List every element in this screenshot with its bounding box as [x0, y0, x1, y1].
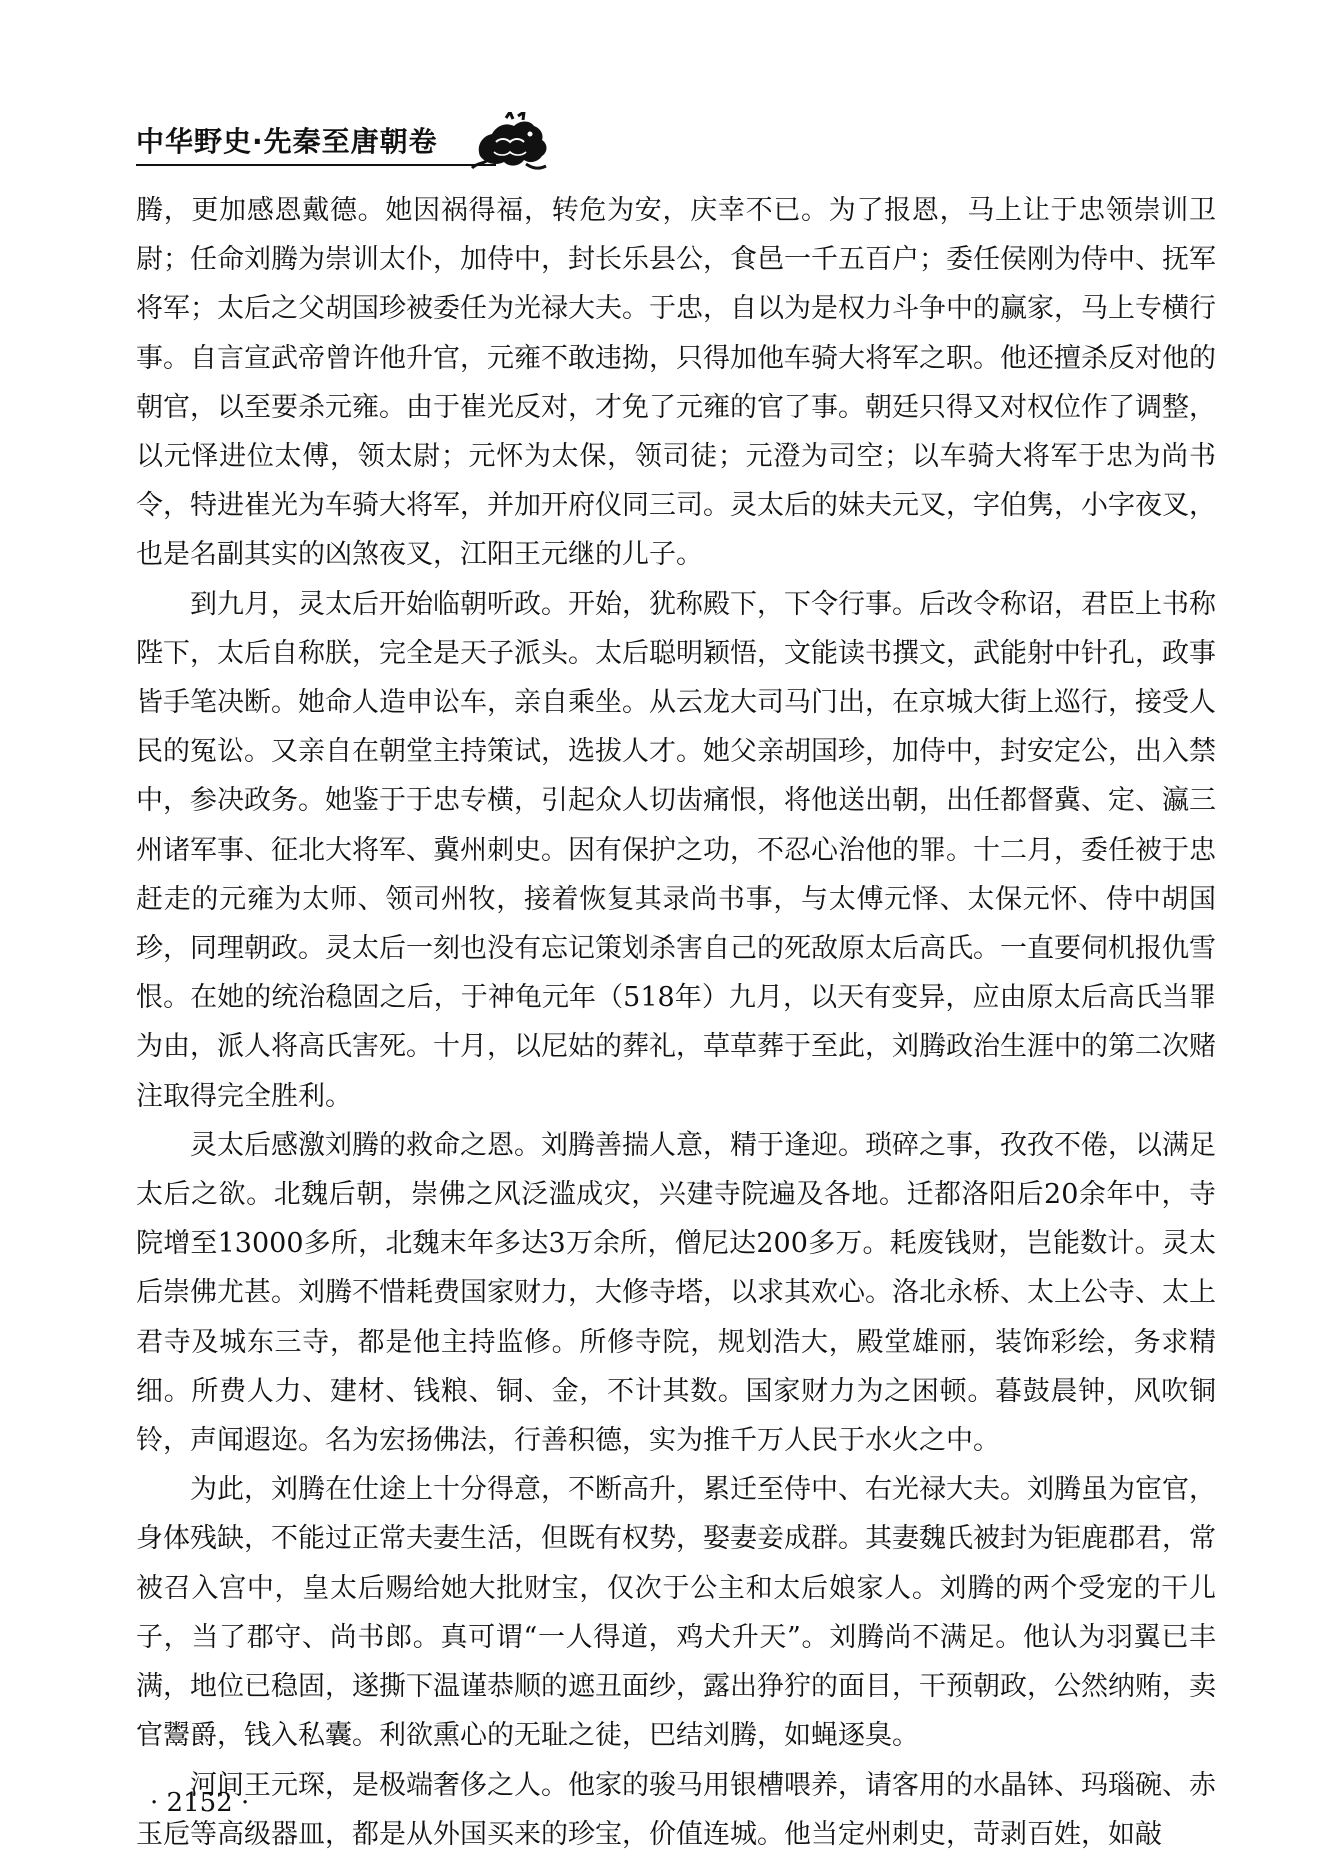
paragraph: 为此，刘腾在仕途上十分得意，不断高升，累迁至侍中、右光禄大夫。刘腾虽为宦官，身体残缺，不能过正常夫妻生活，但既有权势，娶妻妾成群。其妻魏氏被封为钜鹿郡君，常被召入宫中，皇太后赐给她大批财宝，仅次于公主和太后娘家人。刘腾的两个受宠的干儿子，当了郡守、尚书郎。真可谓“一人得道，鸡犬升天”。刘腾尚不满足。他认为羽翼已丰满，地位已稳固，遂撕下温谨恭顺的遮丑面纱，露出狰狞的面目，干预朝政，公然纳贿，卖官鬻爵，钱入私囊。利欲熏心的无耻之徒，巴结刘腾，如蝇逐臭。	[136, 1474, 1216, 1752]
paragraph: 河间王元琛，是极端奢侈之人。他家的骏马用银槽喂养，请客用的水晶钵、玛瑙碗、赤玉卮等高级器皿，都是从外国买来的珍宝，价值连城。他当定州刺史，苛剥百姓，如敲	[136, 1769, 1216, 1850]
paragraph: 腾，更加感恩戴德。她因祸得福，转危为安，庆幸不已。为了报恩，马上让于忠领崇训卫尉；任命刘腾为崇训太仆，加侍中，封长乐县公，食邑一千五百户；委任侯刚为侍中、抚军将军；太后之父胡国珍被委任为光禄大夫。于忠，自以为是权力斗争中的赢家，马上专横行事。自言宣武帝曾许他升官，元雍不敢违拗，只得加他车骑大将军之职。他还擅杀反对他的朝官，以至要杀元雍。由于崔光反对，才免了元雍的官了事。朝廷只得又对权位作了调整，以元怿进位太傅，领太尉；元怀为太保，领司徒；元澄为司空；以车骑大将军于忠为尚书令，特进崔光为车骑大将军，并加开府仪同三司。灵太后的妹夫元叉，字伯隽，小字夜叉，也是名副其实的凶煞夜叉，江阳王元继的儿子。	[136, 195, 1216, 571]
dragon-icon	[466, 112, 550, 174]
page-number: · 2152 ·	[150, 1788, 250, 1818]
running-header	[136, 112, 556, 162]
book-title: 中华野史·先秦至唐朝卷	[136, 125, 438, 158]
main-text	[136, 186, 1216, 1859]
paragraph: 灵太后感激刘腾的救命之恩。刘腾善揣人意，精于逢迎。琐碎之事，孜孜不倦，以满足太后之欲。北魏后朝，崇佛之风泛滥成灾，兴建寺院遍及各地。迁都洛阳后20余年中，寺院增至13000多所，北魏末年多达3万余所，僧尼达200多万。耗废钱财，岂能数计。灵太后崇佛尤甚。刘腾不惜耗费国家财力，大修寺塔，以求其欢心。洛北永桥、太上公寺、太上君寺及城东三寺，都是他主持监修。所修寺院，规划浩大，殿堂雄丽，装饰彩绘，务求精细。所费人力、建材、钱粮、铜、金，不计其数。国家财力为之困顿。暮鼓晨钟，风吹铜铃，声闻遐迩。名为宏扬佛法，行善积德，实为推千万人民于水火之中。	[136, 1129, 1216, 1457]
paragraph: 到九月，灵太后开始临朝听政。开始，犹称殿下，下令行事。后改令称诏，君臣上书称陛下，太后自称朕，完全是天子派头。太后聪明颖悟，文能读书撰文，武能射中针孔，政事皆手笔决断。她命人造申讼车，亲自乘坐。从云龙大司马门出，在京城大街上巡行，接受人民的冤讼。又亲自在朝堂主持策试，选拔人才。她父亲胡国珍，加侍中，封安定公，出入禁中，参决政务。她鉴于于忠专横，引起众人切齿痛恨，将他送出朝，出任都督冀、定、瀛三州诸军事、征北大将军、冀州刺史。因有保护之功，不忍心治他的罪。十二月，委任被于忠赶走的元雍为太师、领司州牧，接着恢复其录尚书事，与太傅元怿、太保元怀、侍中胡国珍，同理朝政。灵太后一刻也没有忘记策划杀害自己的死敌原太后高氏。一直要伺机报仇雪恨。在她的统治稳固之后，于神龟元年（518年）九月，以天有变异，应由原太后高氏当罪为由，派人将高氏害死。十月，以尼姑的葬礼，草草葬于至此，刘腾政治生涯中的第二次赌注取得完全胜利。	[136, 588, 1216, 1112]
header-rule	[136, 164, 496, 166]
